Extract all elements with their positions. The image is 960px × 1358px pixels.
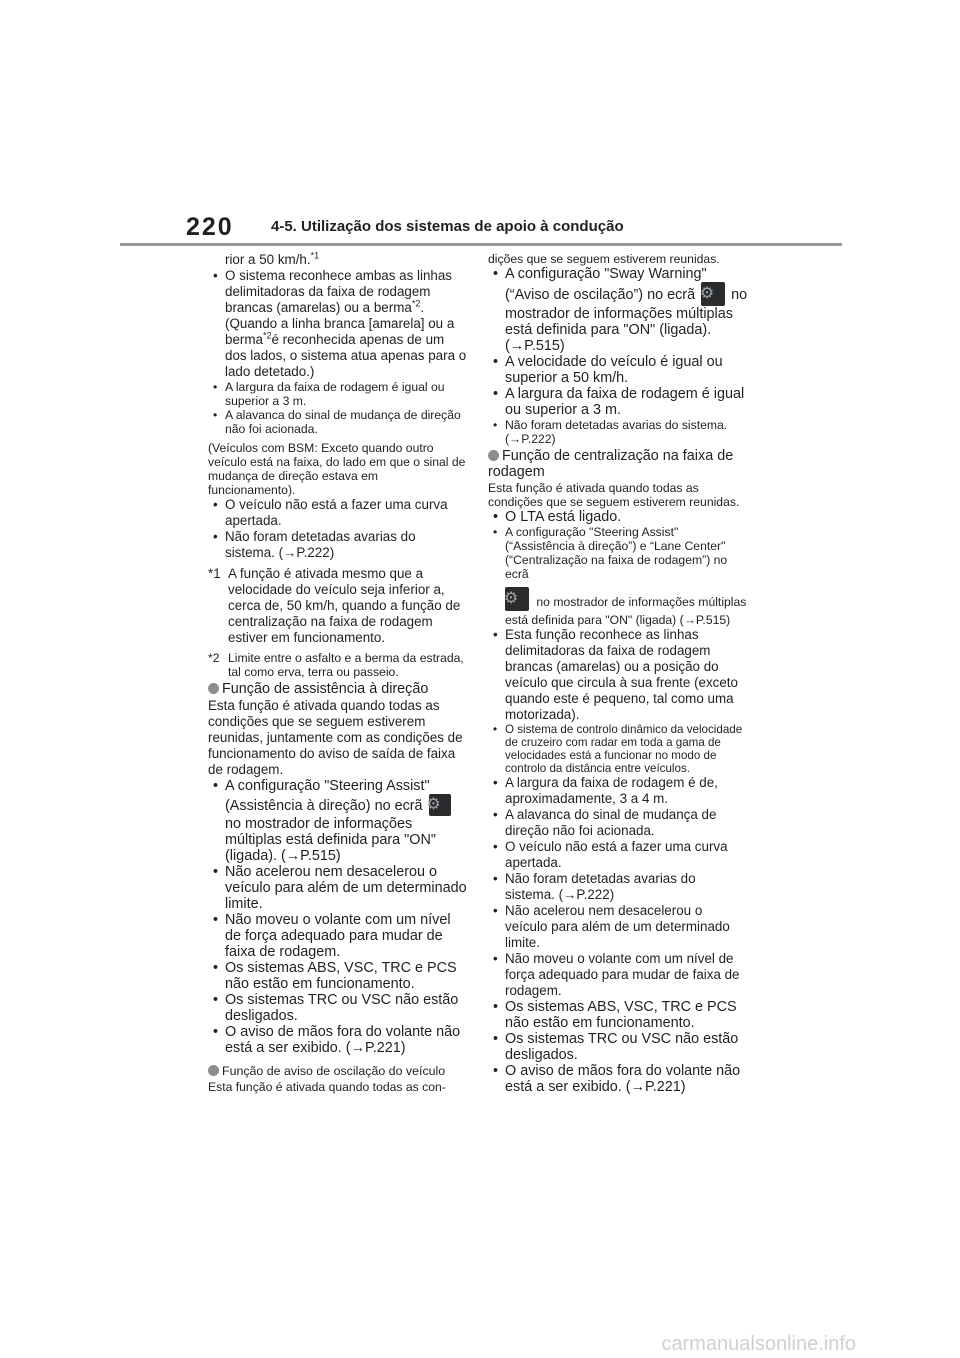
watermark: carmanualsonline.info <box>661 1333 856 1355</box>
right-bullet-12: • Não foram detetadas avarias do sistema. (→P.222) <box>488 871 748 903</box>
left-bullet-11: • O aviso de mãos fora do volante não está a ser exibido. (→P.221) <box>208 1024 468 1056</box>
right-paragraph-conditions: Esta função é ativada quando todas as condições que se seguem estiverem reunidas. <box>488 481 740 509</box>
right-bullet-7: • Esta função reconhece as linhas delimitadoras da faixa de rodagem brancas (amarelas) ou a posição do veículo que circula à sua frente (exceto quando este é pequeno, tal como uma motorizada). <box>488 627 748 723</box>
left-bullet-3: • A alavanca do sinal de mudança de direção não foi acionada. <box>208 408 468 436</box>
footnote-1: *1 A função é ativada mesmo que a velocidade do veículo seja inferior a, cerca de, 50 km/h, quando a função de centralização na faixa de rodagem estiver em funcionamento. <box>208 566 461 645</box>
heading-sway-warning: Função de aviso de oscilação do veículo <box>208 1063 468 1079</box>
left-bullet-9: • Os sistemas ABS, VSC, TRC e PCS não estão em funcionamento. <box>208 960 468 992</box>
right-bullet-17: • O aviso de mãos fora do volante não está a ser exibido. (→P.221) <box>488 1063 748 1095</box>
settings-gear-icon <box>429 794 451 816</box>
left-paragraph-bsm: (Veículos com BSM: Exceto quando outro veículo está na faixa, do lado em que o sinal de mudança de direção estava em funcionamento). <box>208 441 466 497</box>
right-bullet-5: • O LTA está ligado. <box>488 509 748 525</box>
left-bullet-4: • O veículo não está a fazer uma curva apertada. <box>208 497 468 529</box>
settings-gear-icon <box>505 587 529 611</box>
header-divider <box>120 243 842 246</box>
right-bullet-14: • Não moveu o volante com um nível de força adequado para mudar de faixa de rodagem. <box>488 951 748 999</box>
left-paragraph-sway: Esta função é ativada quando todas as con- <box>208 1080 446 1094</box>
right-continuation: dições que se seguem estiverem reunidas. <box>488 252 720 266</box>
left-bullet-10: • Os sistemas TRC ou VSC não estão desligados. <box>208 992 468 1024</box>
right-bullet-4: • Não foram detetadas avarias do sistema. (→P.222) <box>488 418 748 446</box>
footnote-2: *2 Limite entre o asfalto e a berma da estrada, tal como erva, terra ou passeio. <box>208 651 464 679</box>
left-paragraph-conditions: Esta função é ativada quando todas as condições que se seguem estiverem reunidas, juntamente com as condições de funcionamento do aviso de saída de faixa de rodagem. <box>208 698 463 777</box>
left-bullet-2: • A largura da faixa de rodagem é igual ou superior a 3 m. <box>208 380 468 408</box>
right-bullet-2: • A velocidade do veículo é igual ou superior a 50 km/h. <box>488 354 748 386</box>
right-bullet-6: • A configuração "Steering Assist" (“Assistência à direção”) e “Lane Center" (“Centralização na faixa de rodagem”) no ecrã ⚙ no mostrador de informações múltiplas está definida para "ON" (ligada) (→P.515) <box>488 525 748 627</box>
right-bullet-9: • A largura da faixa de rodagem é de, aproximadamente, 3 a 4 m. <box>488 775 748 807</box>
right-bullet-10: • A alavanca do sinal de mudança de direção não foi acionada. <box>488 807 748 839</box>
heading-steering-assist: Função de assistência à direção <box>208 681 468 697</box>
left-bullet-7: • Não acelerou nem desacelerou o veículo para além de um determinado limite. <box>208 864 468 912</box>
left-bullet-1: • O sistema reconhece ambas as linhas delimitadoras da faixa de rodagem brancas (amarelas) ou a berma$^{*2}$. (Quando a linha branca [amarela] ou a berma$^{*2}$é reconhecida apenas de um dos lados, o sistema atua apenas para o lado detetado.) <box>208 268 468 380</box>
right-bullet-8: • O sistema de controlo dinâmico da velocidade de cruzeiro com radar em toda a gama de velocidades está a funcionar no modo de controlo da distância entre veículos. <box>488 723 748 775</box>
left-bullet-6: • A configuração "Steering Assist" (Assistência à direção) no ecrã ⚙ no mostrador de informações múltiplas está definida para "ON" (ligada). (→P.515) <box>208 778 468 864</box>
bullet-dot-icon <box>208 1065 219 1076</box>
page-number: 220 <box>186 213 234 241</box>
right-bullet-1: • A configuração "Sway Warning" (“Aviso de oscilação”) no ecrã ⚙ no mostrador de informações múltiplas está definida para "ON" (ligada). (→P.515) <box>488 266 748 354</box>
page-header <box>0 0 960 250</box>
bullet-dot-icon <box>488 450 499 461</box>
left-column <box>208 252 468 1094</box>
right-bullet-3: • A largura da faixa de rodagem é igual ou superior a 3 m. <box>488 386 748 418</box>
right-bullet-15: • Os sistemas ABS, VSC, TRC e PCS não estão em funcionamento. <box>488 999 748 1031</box>
right-column <box>488 252 748 1095</box>
section-title: 4-5. Utilização dos sistemas de apoio à condução <box>271 218 624 235</box>
left-bullet-8: • Não moveu o volante com um nível de força adequado para mudar de faixa de rodagem. <box>208 912 468 960</box>
settings-gear-icon <box>701 282 725 306</box>
bullet-dot-icon <box>208 683 219 694</box>
right-bullet-16: • Os sistemas TRC ou VSC não estão desligados. <box>488 1031 748 1063</box>
heading-lane-centering: Função de centralização na faixa de rodagem <box>488 448 734 480</box>
right-bullet-13: • Não acelerou nem desacelerou o veículo para além de um determinado limite. <box>488 903 748 951</box>
left-continuation: rior a 50 km/h.$^{*1}$ <box>225 250 320 267</box>
left-bullet-5: • Não foram detetadas avarias do sistema. (→P.222) <box>208 529 468 561</box>
right-bullet-11: • O veículo não está a fazer uma curva apertada. <box>488 839 748 871</box>
